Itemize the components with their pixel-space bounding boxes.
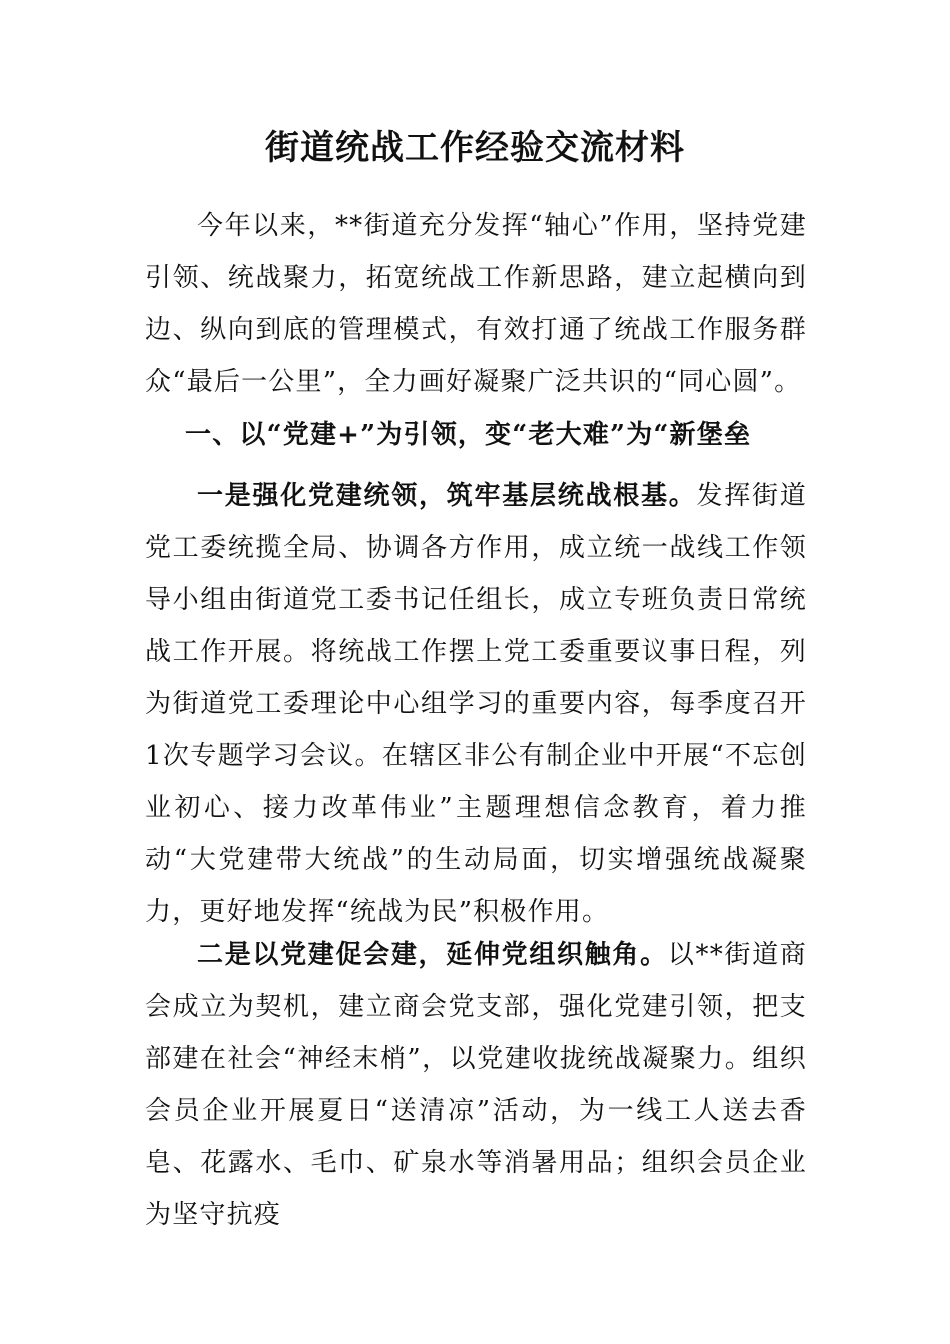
paragraph-1-lead: 一是强化党建统领，筑牢基层统战根基。 bbox=[197, 481, 697, 511]
paragraph-2 bbox=[145, 929, 807, 1241]
paragraph-1-text: 发挥街道党工委统揽全局、协调各方作用，成立统一战线工作领导小组由街道党工委书记任组长，成立专班负责日常统战工作开展。将统战工作摆上党工委重要议事日程，列为街道党工委理论中心组学习的重要内容，每季度召开1次专题学习会议。在辖区非公有制企业中开展“不忘创业初心、接力改革伟业”主题理想信念教育，着力推动“大党建带大统战”的生动局面，切实增强统战凝聚力，更好地发挥“统战为民”积极作用。 bbox=[145, 481, 807, 927]
intro-paragraph: 今年以来，**街道充分发挥“轴心”作用，坚持党建引领、统战聚力，拓宽统战工作新思路，建立起横向到边、纵向到底的管理模式，有效打通了统战工作服务群众“最后一公里”，全力画好凝聚广泛共识的“同心圆”。 bbox=[145, 211, 807, 397]
section-heading: 一、以“党建+”为引领，变“老大难”为“新堡垒 bbox=[185, 420, 752, 450]
paragraph-2-lead: 二是以党建促会建，延伸党组织触角。 bbox=[197, 940, 668, 970]
document-title: 街道统战工作经验交流材料 bbox=[265, 128, 685, 168]
paragraph-2-text: 以**街道商会成立为契机，建立商会党支部，强化党建引领，把支部建在社会“神经末梢”，以党建收拢统战凝聚力。组织会员企业开展夏日“送清凉”活动，为一线工人送去香皂、花露水、毛巾、矿泉水等消暑用品；组织会员企业为坚守抗疫 bbox=[145, 940, 807, 1230]
paragraph-1 bbox=[145, 470, 807, 938]
